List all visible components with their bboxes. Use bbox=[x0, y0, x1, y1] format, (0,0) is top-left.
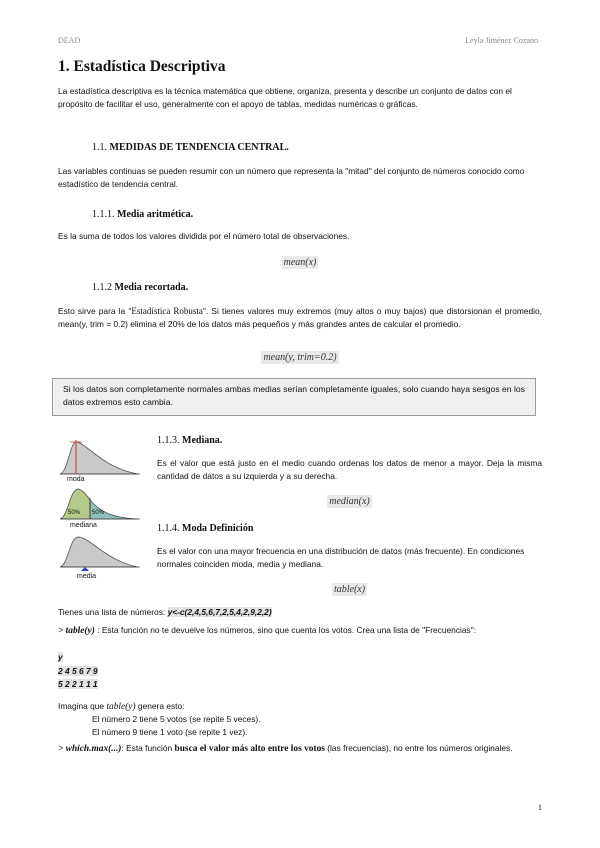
list-lead: Tienes una lista de números: bbox=[58, 607, 166, 617]
func-which: > which.max(...) bbox=[58, 744, 122, 754]
section-1-1-4-paragraph: Es el valor con una mayor frecuencia en una distribución de datos (más frecuente). En condiciones normales coinciden moda, media y mediana. bbox=[157, 546, 525, 569]
imagine-line-1: El número 2 tiene 5 votos (se repite 5 veces). bbox=[92, 714, 261, 724]
figure-moda bbox=[56, 438, 142, 484]
func-table: > table(y) bbox=[58, 626, 95, 636]
imagine-post: genera esto: bbox=[137, 701, 185, 711]
label-media: media bbox=[77, 573, 97, 580]
which-bold: busca el valor más alto entre los votos bbox=[174, 744, 325, 754]
func-table-desc: : Esta función no te devuelve los números, sino que cuenta los votos. Crea una lista de "Frecuencias": bbox=[97, 625, 477, 635]
code-median: median(x) bbox=[329, 496, 370, 507]
section-1-1-4-number: 1.1.4. bbox=[157, 523, 180, 534]
label-right-50: 50% bbox=[92, 510, 105, 516]
imagine-lines bbox=[92, 713, 261, 739]
imagine-line-2: El número 9 tiene 1 voto (se repite 1 vez). bbox=[92, 727, 248, 737]
figure-media bbox=[56, 533, 142, 583]
section-1-1-4-heading bbox=[157, 523, 253, 534]
label-mediana: mediana bbox=[70, 522, 97, 529]
para-1-1-2-emph: Estadística Robusta bbox=[131, 306, 203, 316]
which-max-paragraph bbox=[58, 742, 542, 756]
mediana-curve-graphic bbox=[56, 486, 142, 522]
imagine-code: table(y) bbox=[106, 702, 136, 712]
code-table-wrap bbox=[157, 579, 542, 597]
page-number: 1 bbox=[538, 803, 542, 812]
imagine-pre: Imagina que bbox=[58, 701, 105, 711]
section-1-1-1-heading bbox=[92, 209, 193, 220]
section-1-1-3-paragraph: Es el valor que está justo en el medio cuando ordenas los datos de menor a mayor. Deja la misma cantidad de datos a su izquierda y a su derecha. bbox=[157, 458, 542, 481]
output-counts: 5 2 2 1 1 1 bbox=[58, 679, 98, 689]
output-values: 2 4 5 6 7 9 bbox=[58, 665, 98, 676]
section-1-1-2-number: 1.1.2 bbox=[92, 282, 112, 293]
section-1-1-paragraph: Las variables continuas se pueden resumir con un número que representa la "mitad" del conjunto de números conocido como estadístico de tendencia central. bbox=[58, 166, 525, 189]
section-1-1-2-heading bbox=[92, 282, 188, 293]
para-1-1-2-post: ". Si tienes valores muy extremos (muy altos o muy bajos) que distorsionan el promedio, mean(y, trim = 0.2) elimina el 20% de los datos más pequeños y más grandes antes de calcular el promedio. bbox=[58, 306, 542, 329]
code-trim: mean(y, trim=0.2) bbox=[263, 352, 337, 363]
header-right: Leyla Jiménez Cozano bbox=[465, 36, 538, 45]
table-output bbox=[58, 651, 98, 692]
list-lead-line bbox=[58, 606, 542, 619]
section-1-1-3-number: 1.1.3. bbox=[157, 435, 180, 446]
which-pre: : Esta función bbox=[121, 743, 173, 753]
list-code: y<-c(2,4,5,6,7,2,5,4,2,9,2,2) bbox=[167, 607, 272, 617]
section-1-1-2-title: Media recortada. bbox=[114, 282, 189, 293]
note-box: Si los datos son completamente normales ambas medias serían completamente iguales, solo cuando haya sesgos en los datos extremos esto cambia. bbox=[52, 378, 536, 416]
section-1-1-number: 1.1. bbox=[92, 142, 107, 153]
output-header: y bbox=[58, 652, 63, 662]
section-1-1-4-title: Moda Definición bbox=[182, 523, 254, 534]
para-1-1-2-pre: Esto sirve para la " bbox=[58, 306, 132, 316]
code-trim-wrap bbox=[0, 347, 600, 365]
media-curve-graphic bbox=[56, 533, 142, 573]
section-1-1-3-heading bbox=[157, 435, 222, 446]
section-1-1-3-title: Mediana. bbox=[182, 435, 223, 446]
table-func-line bbox=[58, 624, 542, 638]
label-left-50: 50% bbox=[68, 510, 81, 516]
page-title: 1. Estadística Descriptiva bbox=[58, 58, 226, 75]
section-1-1-heading bbox=[92, 142, 289, 153]
header-left: DEAD bbox=[58, 36, 81, 45]
section-1-1-1-title: Media aritmética. bbox=[117, 209, 194, 220]
section-1-1-title: MEDIDAS DE TENDENCIA CENTRAL. bbox=[109, 142, 289, 153]
code-mean-wrap bbox=[0, 252, 600, 270]
code-table: table(x) bbox=[333, 584, 366, 595]
code-median-wrap bbox=[157, 491, 542, 509]
section-1-1-2-paragraph bbox=[58, 305, 542, 331]
intro-paragraph: La estadística descriptiva es la técnica matemática que obtiene, organiza, presenta y describe un conjunto de datos con el propósito de facilitar el uso, generalmente con el apoyo de tablas, medidas numéricas o gráficas. bbox=[58, 86, 512, 109]
label-moda: moda bbox=[67, 476, 85, 483]
code-mean: mean(x) bbox=[283, 257, 317, 268]
which-post: (las frecuencias), no entre los números originales. bbox=[327, 743, 513, 753]
moda-curve-graphic bbox=[56, 438, 142, 478]
imagine-line bbox=[58, 700, 542, 714]
figure-mediana bbox=[56, 486, 142, 530]
section-1-1-1-number: 1.1.1. bbox=[92, 209, 115, 220]
section-1-1-1-paragraph: Es la suma de todos los valores dividida por el número total de observaciones. bbox=[58, 231, 350, 241]
